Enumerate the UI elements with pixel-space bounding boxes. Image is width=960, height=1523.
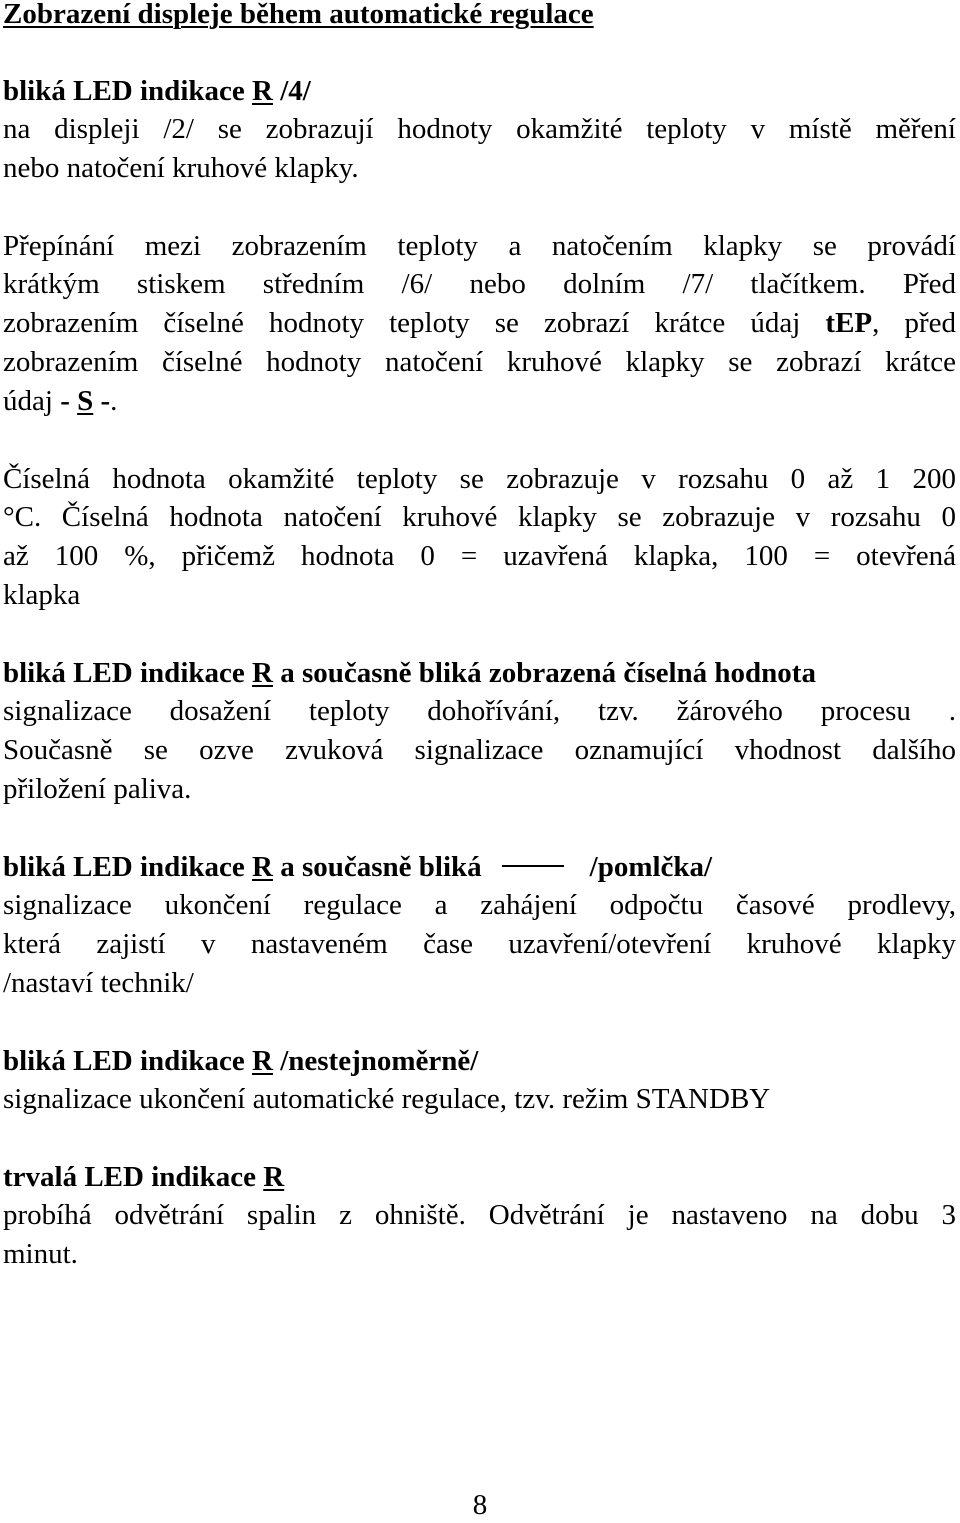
section-text: nebo natočení kruhové klapky. — [3, 152, 359, 184]
section-text: signalizace ukončení regulace a zahájení odpočtu časové prodlevy, — [3, 889, 956, 921]
section-heading-1: bliká LED indikace R /4/ — [3, 75, 311, 107]
paragraph-text: až 100 %, přičemž hodnota 0 = uzavřená klapka, 100 = otevřená — [3, 540, 956, 572]
page-number: 8 — [472, 1489, 488, 1521]
section-heading-7: trvalá LED indikace R — [3, 1161, 285, 1193]
paragraph-text: °C. Číselná hodnota natočení kruhové klapky se zobrazuje v rozsahu 0 — [3, 501, 956, 533]
section-text: přiložení paliva. — [3, 773, 192, 805]
section-text: Současně se ozve zvuková signalizace oznamující vhodnost dalšího — [3, 734, 956, 766]
paragraph-text: krátkým stiskem středním /6/ nebo dolním /7/ tlačítkem. Před — [3, 268, 956, 300]
dash-symbol — [502, 865, 564, 867]
section-text: probíhá odvětrání spalin z ohniště. Odvětrání je nastaveno na dobu 3 — [3, 1199, 956, 1231]
paragraph-text: zobrazením číselné hodnoty natočení kruhové klapky se zobrazí krátce — [3, 346, 956, 378]
section-heading-6: bliká LED indikace R /nestejnoměrně/ — [3, 1045, 479, 1077]
paragraph-text: údaj - S -. — [3, 385, 118, 417]
paragraph-text: Přepínání mezi zobrazením teploty a natočením klapky se provádí — [3, 230, 956, 262]
paragraph-text: Číselná hodnota okamžité teploty se zobrazuje v rozsahu 0 až 1 200 — [3, 463, 956, 495]
section-text: signalizace ukončení automatické regulace, tzv. režim STANDBY — [3, 1083, 771, 1115]
section-heading-4: bliká LED indikace R a současně bliká zobrazená číselná hodnota — [3, 657, 816, 689]
section-heading-5: bliká LED indikace R a současně bliká /pomlčka/ — [3, 851, 713, 883]
page-title: Zobrazení displeje během automatické regulace — [3, 0, 594, 30]
paragraph-text: zobrazením číselné hodnoty teploty se zobrazí krátce údaj tEP, před — [3, 307, 957, 339]
section-text: minut. — [3, 1238, 78, 1270]
section-text: která zajistí v nastaveném čase uzavření/otevření kruhové klapky — [3, 928, 956, 960]
section-text: signalizace dosažení teploty dohořívání, tzv. žárového procesu . — [3, 695, 956, 727]
section-text: na displeji /2/ se zobrazují hodnoty okamžité teploty v místě měření — [3, 113, 956, 145]
section-text: /nastaví technik/ — [3, 967, 194, 999]
paragraph-text: klapka — [3, 579, 81, 611]
